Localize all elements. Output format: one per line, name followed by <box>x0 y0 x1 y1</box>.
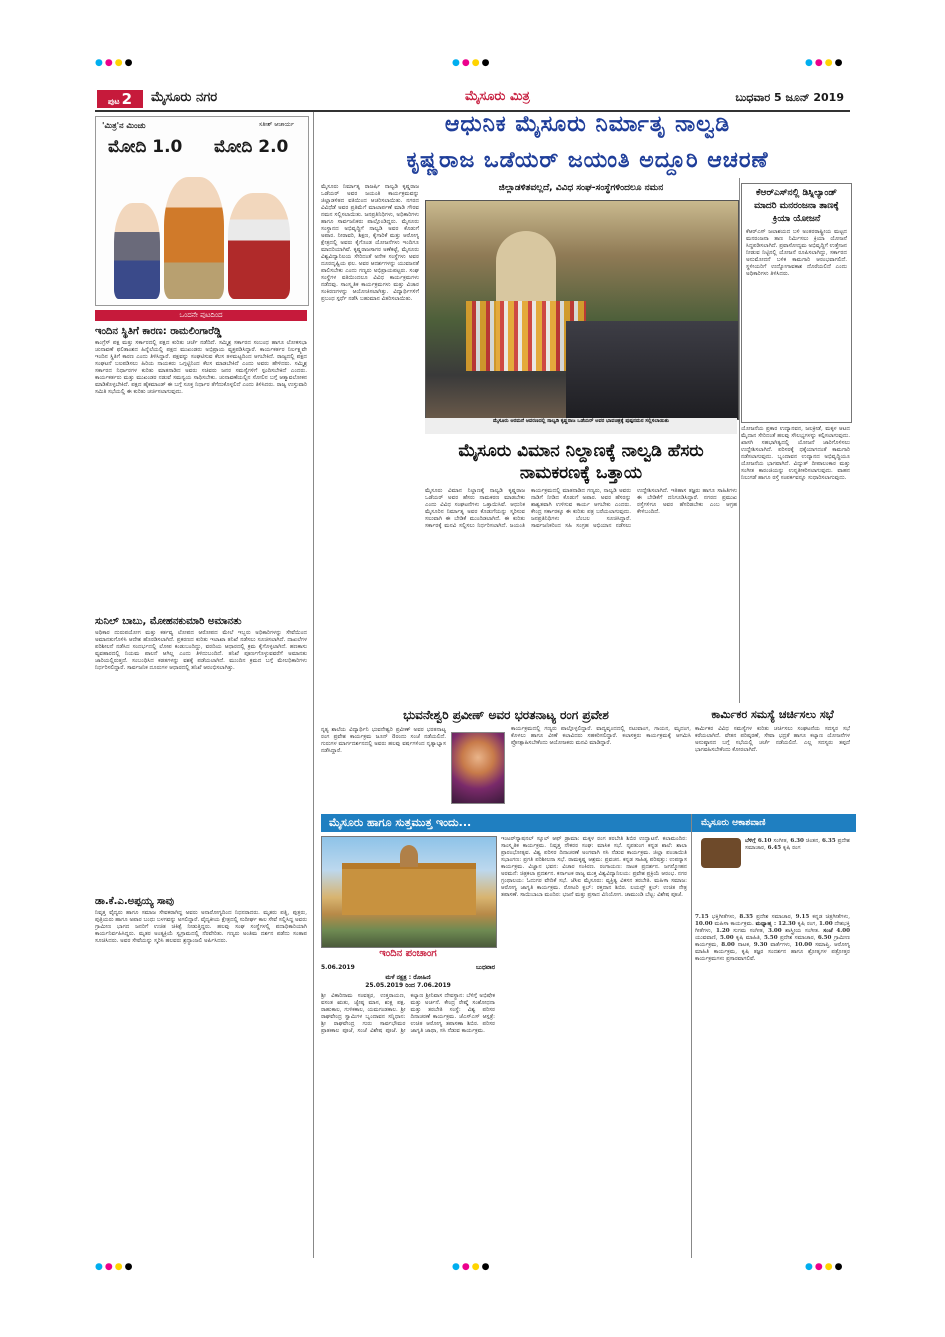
section-title: ಮೈಸೂರು ನಗರ <box>151 90 218 105</box>
panchanga-title: ಇಂದಿನ ಪಂಚಾಂಗ <box>379 948 437 959</box>
side-story-headline: ಕೆಆರ್‌ಎಸ್‌ನಲ್ಲಿ ಡಿಸ್ನಿಲ್ಯಾಂಡ್ ಮಾದರಿ ಮನರಂಜನಾ ತಾಣಕ್ಕೆ ಕ್ರಿಯಾ ಯೋಜನೆ <box>754 188 839 224</box>
registration-dots-top-left: ●●●● <box>95 58 135 68</box>
dance-story-body-1: ನೃತ್ಯ ಶಾಲೆಯ ವಿದ್ಯಾರ್ಥಿನಿ ಭುವನೇಶ್ವರಿ ಪ್ರವೀಣ್ ಅವರ ಭರತನಾಟ್ಯ ರಂಗ ಪ್ರವೇಶ ಕಾರ್ಯಕ್ರಮ ಜೂನ್ 8ರಂದು ಸಂಜೆ ನಡೆಯಲಿದೆ. ಗುರುಗಳ ಮಾರ್ಗದರ್ಶನದಲ್ಲಿ ಅವರು ಹಲವು ವರ್ಷಗಳಿಂದ ನೃತ್ಯಾಭ್ಯಾಸ ನಡೆಸಿದ್ದಾರೆ. <box>321 727 446 754</box>
photo-caption: ಮೈಸೂರು ಅರಮನೆ ಆವರಣದಲ್ಲಿ ನಾಲ್ವಡಿ ಕೃಷ್ಣರಾಜ ಒಡೆಯರ್ ಅವರ ಭಾವಚಿತ್ರಕ್ಕೆ ಪುಷ್ಪನಮನ ಸಲ್ಲಿಸಲಾಯಿತು <box>425 418 737 434</box>
lead-headline-line1: ಆಧುನಿಕ ಮೈಸೂರು ನಿರ್ಮಾತೃ ನಾಲ್ವಡಿ <box>444 112 731 137</box>
column-rule <box>739 178 740 703</box>
cartoon-figure-left <box>114 203 160 299</box>
cartoon-left-label: ಮೋದಿ 1.0 <box>108 137 183 157</box>
panchanga-date: 5.06.2019 <box>321 964 355 971</box>
radio-time: 3.00 <box>768 928 782 934</box>
radio-time: 9.30 <box>753 942 768 948</box>
labour-headline: ಕಾರ್ಮಿಕರ ಸಮಸ್ಯೆ ಚರ್ಚಿಸಲು ಸಭೆ <box>711 708 834 721</box>
side-story-cont <box>741 426 850 696</box>
radio-time: 6.30 <box>790 838 804 844</box>
column-rule <box>691 814 692 1258</box>
airport-story-body: ಮೈಸೂರು ವಿಮಾನ ನಿಲ್ದಾಣಕ್ಕೆ ನಾಲ್ವಡಿ ಕೃಷ್ಣರಾಜ ಒಡೆಯರ್ ಅವರ ಹೆಸರು ನಾಮಕರಣ ಮಾಡಬೇಕು ಎಂದು ವಿವಿಧ ಸಂಘಟನೆಗಳು ಒತ್ತಾಯಿಸಿವೆ. ಆಧುನಿಕ ಮೈಸೂರಿನ ನಿರ್ಮಾತೃ ಅವರ ಕೊಡುಗೆಯನ್ನು ಸ್ಮರಿಸುವ ಸಲುವಾಗಿ ಈ ಬೇಡಿಕೆ ಮುಂದಿಡಲಾಗಿದೆ. ಈ ಕುರಿತು ಸರ್ಕಾರಕ್ಕೆ ಮನವಿ ಸಲ್ಲಿಸಲು ನಿರ್ಧರಿಸಲಾಗಿದೆ. ಜಯಂತಿ ಕಾರ್ಯಕ್ರಮದಲ್ಲಿ ಮಾತನಾಡಿದ ಗಣ್ಯರು, ನಾಲ್ವಡಿ ಅವರು ನಾಡಿಗೆ ನೀಡಿದ ಕೊಡುಗೆ ಅಪಾರ. ಅವರ ಹೆಸರನ್ನು ಶಾಶ್ವತವಾಗಿ ಉಳಿಸುವ ಕಾರ್ಯ ಆಗಬೇಕು ಎಂದರು. ಕೇಂದ್ರ ಸರ್ಕಾರಕ್ಕೂ ಈ ಕುರಿತು ಪತ್ರ ಬರೆಯಲಾಗುವುದು. ಜನಪ್ರತಿನಿಧಿಗಳು ಬೆಂಬಲ ಸೂಚಿಸಿದ್ದಾರೆ. ಸಾರ್ವಜನಿಕರಿಂದ ಸಹಿ ಸಂಗ್ರಹ ಅಭಿಯಾನ ನಡೆಸಲು ಉದ್ದೇಶಿಸಲಾಗಿದೆ. ಇತಿಹಾಸ ತಜ್ಞರು ಹಾಗೂ ಸಾಹಿತಿಗಳು ಈ ಬೇಡಿಕೆಗೆ ದನಿಗೂಡಿಸಿದ್ದಾರೆ. ನಗರದ ಪ್ರಮುಖ ರಸ್ತೆಗಳಿಗೂ ಅವರ ಹೆಸರಿಡಬೇಕು ಎಂಬ ಆಗ್ರಹ ಕೇಳಿಬಂದಿದೆ. <box>425 488 737 529</box>
radio-bar: ಮೈಸೂರು ಆಕಾಶವಾಣಿ <box>695 814 856 832</box>
radio-time: 6.45 <box>767 845 782 851</box>
radio-time: 5.00 <box>720 935 734 941</box>
radio-time: 6.35 <box>822 838 836 844</box>
page-number-badge <box>97 90 143 108</box>
story-body: ನಿವೃತ್ತ ವೈದ್ಯರು ಹಾಗೂ ಸಮಾಜ ಸೇವಕರಾಗಿದ್ದ ಅವರು ಅನಾರೋಗ್ಯದಿಂದ ನಿಧನರಾದರು. ಮೃತರು ಪತ್ನಿ, ಪುತ್ರರು, ಪುತ್ರಿಯರು ಹಾಗೂ ಅಪಾರ ಬಂಧು ಬಳಗವನ್ನು ಅಗಲಿದ್ದಾರೆ. ವೈದ್ಯಕೀಯ ಕ್ಷೇತ್ರದಲ್ಲಿ ಸುದೀರ್ಘ ಕಾಲ ಸೇವೆ ಸಲ್ಲಿಸಿದ್ದ ಅವರು ಗ್ರಾಮೀಣ ಭಾಗದ ಜನರಿಗೆ ಉಚಿತ ಚಿಕಿತ್ಸೆ ನೀಡುತ್ತಿದ್ದರು. ಹಲವು ಸಂಘ ಸಂಸ್ಥೆಗಳಲ್ಲಿ ಪದಾಧಿಕಾರಿಯಾಗಿ ಕಾರ್ಯನಿರ್ವಹಿಸಿದ್ದರು. ಮೃತರ ಅಂತ್ಯಕ್ರಿಯೆ ಸ್ವಗ್ರಾಮದಲ್ಲಿ ನೆರವೇರಿತು. ಗಣ್ಯರು ಅಂತಿಮ ದರ್ಶನ ಪಡೆದು ಸಂತಾಪ ಸೂಚಿಸಿದರು. ಅವರ ಸೇವೆಯನ್ನು ಸ್ಮರಿಸಿ ಹಲವರು ಶ್ರದ್ಧಾಂಜಲಿ ಅರ್ಪಿಸಿದರು. <box>95 910 307 944</box>
panchanga-season: ಮಳೆ ನಕ್ಷತ್ರ : ರೋಹಿಣಿ <box>385 974 431 981</box>
dance-story <box>321 708 691 809</box>
radio-time: 8.00 <box>721 942 735 948</box>
cartoon-credit: ಸತೀಶ್ ಆಚಾರ್ಯ <box>259 121 294 128</box>
panchanga-box <box>321 964 495 1238</box>
panchanga-range: 25.05.2019 ರಿಂದ 7.06.2019 <box>365 982 451 989</box>
panchanga-day: ಬುಧವಾರ <box>476 964 495 971</box>
registration-dots-bottom-left: ●●●● <box>95 1262 135 1272</box>
radio-time: 1.20 <box>715 928 730 934</box>
events-column <box>501 836 687 1256</box>
cartoon-right-label: ಮೋದಿ 2.0 <box>214 137 289 157</box>
radio-time: 5.50 <box>763 935 778 941</box>
column-rule <box>313 112 314 1258</box>
story-headline: ಡಾ.ಕೆ.ಎ.ಅಪ್ಪಯ್ಯ ಸಾವು <box>95 896 174 907</box>
cartoon-title: 'ಮಿತ್ರ'ನ ಮಿಂಚು <box>102 121 146 130</box>
left-column-stories <box>95 326 307 1210</box>
radio-time: 1.00 <box>819 921 833 927</box>
airport-story <box>425 488 737 688</box>
today-bar: ಮೈಸೂರು ಹಾಗೂ ಸುತ್ತಮುತ್ತ ಇಂದು... <box>321 814 695 832</box>
radio-time: ಮಧ್ಯಾಹ್ನ : 12.30 <box>755 921 796 927</box>
lead-story-column <box>321 184 419 704</box>
radio-time: 9.15 <box>795 914 810 920</box>
lead-story-body: ಮೈಸೂರು ನಿರ್ಮಾತೃ ರಾಜರ್ಷಿ ನಾಲ್ವಡಿ ಕೃಷ್ಣರಾಜ ಒಡೆಯರ್ ಅವರ ಜಯಂತಿ ಕಾರ್ಯಕ್ರಮವನ್ನು ಜಿಲ್ಲಾಡಳಿತದ ವತಿಯಿಂದ ಆಚರಿಸಲಾಯಿತು. ನಗರದ ವಿವಿಧೆಡೆ ಅವರ ಪ್ರತಿಮೆಗೆ ಮಾಲಾರ್ಪಣೆ ಮಾಡಿ ಗೌರವ ನಮನ ಸಲ್ಲಿಸಲಾಯಿತು. ಜನಪ್ರತಿನಿಧಿಗಳು, ಅಧಿಕಾರಿಗಳು ಹಾಗೂ ಸಾರ್ವಜನಿಕರು ಪಾಲ್ಗೊಂಡಿದ್ದರು. ಮೈಸೂರು ಸಂಸ್ಥಾನದ ಅಭಿವೃದ್ಧಿಗೆ ನಾಲ್ವಡಿ ಅವರ ಕೊಡುಗೆ ಅಪಾರ. ನೀರಾವರಿ, ಶಿಕ್ಷಣ, ಕೈಗಾರಿಕೆ ಮತ್ತು ಆರೋಗ್ಯ ಕ್ಷೇತ್ರದಲ್ಲಿ ಅವರು ಕೈಗೊಂಡ ಯೋಜನೆಗಳು ಇಂದಿಗೂ ಮಾದರಿಯಾಗಿವೆ. ಕೃಷ್ಣರಾಜಸಾಗರ ಅಣೆಕಟ್ಟೆ, ಮೈಸೂರು ವಿಶ್ವವಿದ್ಯಾನಿಲಯ ಸೇರಿದಂತೆ ಅನೇಕ ಸಂಸ್ಥೆಗಳು ಅವರ ದೂರದೃಷ್ಟಿಯ ಫಲ. ಅವರ ಆದರ್ಶಗಳನ್ನು ಯುವಜನತೆ ಪಾಲಿಸಬೇಕು ಎಂದು ಗಣ್ಯರು ಅಭಿಪ್ರಾಯಪಟ್ಟರು. ಸಂಘ ಸಂಸ್ಥೆಗಳ ವತಿಯಿಂದಲೂ ವಿವಿಧ ಕಾರ್ಯಕ್ರಮಗಳು ನಡೆದವು. ಸಾಂಸ್ಕೃತಿಕ ಕಾರ್ಯಕ್ರಮಗಳು ಮತ್ತು ವಿಚಾರ ಸಂಕಿರಣಗಳನ್ನು ಆಯೋಜಿಸಲಾಗಿತ್ತು. ವಿದ್ಯಾರ್ಥಿಗಳಿಗೆ ಪ್ರಬಂಧ ಸ್ಪರ್ಧೆ ನಡೆಸಿ ಬಹುಮಾನ ವಿತರಿಸಲಾಯಿತು. <box>321 184 419 302</box>
paper-name: ಮೈಸೂರು ಮಿತ್ರ <box>465 89 530 104</box>
radio-time: 6.50 <box>817 935 832 941</box>
registration-dots-bottom-center: ●●●● <box>452 1262 492 1272</box>
dance-headline: ಭುವನೇಶ್ವರಿ ಪ್ರವೀಣ್ ಅವರ ಭರತನಾಟ್ಯ ರಂಗ ಪ್ರವೇಶ <box>403 708 609 722</box>
cartoon-figure-center <box>164 177 224 299</box>
page-number: 2 <box>121 90 133 108</box>
issue-date: ಬುಧವಾರ 5 ಜೂನ್ 2019 <box>735 91 844 104</box>
radio-time: 10.00 <box>695 921 713 927</box>
story-headline: ಇಂದಿನ ಸ್ಥಿತಿಗೆ ಕಾರಣ: ರಾಮಲಿಂಗಾರೆಡ್ಡಿ <box>95 326 222 337</box>
story-body: ಅಧಿಕಾರ ದುರುಪಯೋಗ ಮತ್ತು ಕರ್ತವ್ಯ ಲೋಪದ ಆರೋಪದ ಮೇಲೆ ಇಬ್ಬರು ಅಧಿಕಾರಿಗಳನ್ನು ಸೇವೆಯಿಂದ ಅಮಾನತುಗೊಳಿಸಿ ಆದೇಶ ಹೊರಡಿಸಲಾಗಿದೆ. ಪ್ರಕರಣದ ಕುರಿತು ಇಲಾಖಾ ತನಿಖೆ ನಡೆಸಲು ಸೂಚಿಸಲಾಗಿದೆ. ದಾಖಲೆಗಳ ಪರಿಶೀಲನೆ ನಡೆಸಿದ ಸಂದರ್ಭದಲ್ಲಿ ಲೋಪ ಕಂಡುಬಂದಿದ್ದು, ವರದಿಯ ಆಧಾರದಲ್ಲಿ ಕ್ರಮ ಕೈಗೊಳ್ಳಲಾಗಿದೆ. ಹಣಕಾಸು ವ್ಯವಹಾರದಲ್ಲಿ ನಿಯಮ ಪಾಲನೆ ಆಗಿಲ್ಲ ಎಂದು ತಿಳಿದುಬಂದಿದೆ. ತನಿಖೆ ಪೂರ್ಣಗೊಳ್ಳುವವರೆಗೆ ಅಮಾನತು ಜಾರಿಯಲ್ಲಿರುತ್ತದೆ. ಸಂಬಂಧಿಸಿದ ಕಡತಗಳನ್ನು ವಶಕ್ಕೆ ಪಡೆಯಲಾಗಿದೆ. ಮುಂದಿನ ಕ್ರಮದ ಬಗ್ಗೆ ಮೇಲಧಿಕಾರಿಗಳು ನಿರ್ಧರಿಸಲಿದ್ದಾರೆ. ಸಾರ್ವಜನಿಕ ದೂರುಗಳ ಆಧಾರದಲ್ಲಿ ತನಿಖೆ ಆರಂಭಿಸಲಾಗಿತ್ತು. <box>95 630 307 671</box>
dance-story-body-2: ಕಾರ್ಯಕ್ರಮದಲ್ಲಿ ಗಣ್ಯರು ಪಾಲ್ಗೊಳ್ಳಲಿದ್ದಾರೆ. ವಾದ್ಯವೃಂದದಲ್ಲಿ ನಟುವಾಂಗ, ಗಾಯನ, ಮೃದಂಗ, ಕೊಳಲು ಹಾಗೂ ವೀಣೆ ಕಲಾವಿದರು ಸಹಕರಿಸಲಿದ್ದಾರೆ. ಕಲಾಸಕ್ತರು ಕಾರ್ಯಕ್ರಮಕ್ಕೆ ಆಗಮಿಸಿ ಪ್ರೋತ್ಸಾಹಿಸಬೇಕೆಂದು ಆಯೋಜಕರು ಮನವಿ ಮಾಡಿದ್ದಾರೆ. <box>511 726 691 746</box>
lead-headline-line2: ಕೃಷ್ಣರಾಜ ಒಡೆಯರ್ ಜಯಂತಿ ಅದ್ದೂರಿ ಆಚರಣೆ <box>406 148 769 173</box>
registration-dots-bottom-right: ●●●● <box>805 1262 845 1272</box>
palace-dome <box>400 845 418 867</box>
airport-headline: ಮೈಸೂರು ವಿಮಾನ ನಿಲ್ದಾಣಕ್ಕೆ ನಾಲ್ವಡಿ ಹೆಸರು ನಾಮಕರಣಕ್ಕೆ ಒತ್ತಾಯ <box>458 441 704 483</box>
panchanga-date-row <box>321 964 495 972</box>
radio-time: ಸಂಜೆ 4.00 <box>823 928 850 934</box>
masthead <box>95 88 850 112</box>
radio-icon <box>701 838 741 868</box>
radio-time: 8.35 <box>739 914 753 920</box>
radio-schedule-body: 7.15 ಭಕ್ತಿಗೀತೆಗಳು, 8.35 ಪ್ರದೇಶ ಸಮಾಚಾರ, 9.15 ಕನ್ನಡ ಚಿತ್ರಗೀತೆಗಳು, 10.00 ಮಹಿಳಾ ಕಾರ್ಯಕ್ರಮ. ಮಧ್ಯಾಹ್ನ : 12.30 ಕೃಷಿ ರಂಗ, 1.00 ದೇಶಭಕ್ತಿ ಗೀತೆಗಳು, 1.20 ಸುಗಮ ಸಂಗೀತ, 3.00 ಶಾಸ್ತ್ರೀಯ ಸಂಗೀತ. ಸಂಜೆ 4.00 ಯುವವಾಣಿ, 5.00 ಕೃಷಿ ಮಾಹಿತಿ, 5.50 ಪ್ರದೇಶ ಸಮಾಚಾರ, 6.50 ಗ್ರಾಮೀಣ ಕಾರ್ಯಕ್ರಮ, 8.00 ನಾಟಕ, 9.30 ವಾರ್ತೆಗಳು, 10.00 ಸಮಾಪ್ತಿ. ಆರೋಗ್ಯ ಮಾಹಿತಿ ಕಾರ್ಯಕ್ರಮ, ಕೃಷಿ ತಜ್ಞರ ಸಂದರ್ಶನ ಹಾಗೂ ಶ್ರೋತೃಗಳ ಪತ್ರೋತ್ತರ ಕಾರ್ಯಕ್ರಮಗಳು ಪ್ರಸಾರವಾಗಲಿವೆ. <box>695 914 850 962</box>
radio-time: 10.00 <box>794 942 813 948</box>
story-body: ಕಾಂಗ್ರೆಸ್ ಪಕ್ಷ ಮತ್ತು ಸರ್ಕಾರದಲ್ಲಿ ಪಕ್ಷದ ಕುರಿತು ಚರ್ಚೆ ನಡೆದಿದೆ. ಸಮ್ಮಿಶ್ರ ಸರ್ಕಾರದ ಸಂಬಂಧ ಹಾಗೂ ಲೋಕಸಭಾ ಚುನಾವಣೆ ಫಲಿತಾಂಶದ ಹಿನ್ನೆಲೆಯಲ್ಲಿ ಪಕ್ಷದ ಮುಖಂಡರು ಅಭಿಪ್ರಾಯ ವ್ಯಕ್ತಪಡಿಸಿದ್ದಾರೆ. ಕಾರ್ಯಕರ್ತರ ನಿರ್ಲಕ್ಷ್ಯವೇ ಇಂದಿನ ಸ್ಥಿತಿಗೆ ಕಾರಣ ಎಂದು ತಿಳಿಸಿದ್ದಾರೆ. ಪಕ್ಷವನ್ನು ಸಂಘಟಿಸುವ ಕೆಲಸ ತಳಮಟ್ಟದಿಂದ ಆಗಬೇಕಿದೆ. ರಾಜ್ಯದಲ್ಲಿ ಪಕ್ಷದ ಸಂಘಟನೆ ಬಲಪಡಿಸಲು ಹಿರಿಯ ನಾಯಕರು ಒಗ್ಗಟ್ಟಿನಿಂದ ಕೆಲಸ ಮಾಡಬೇಕಿದೆ ಎಂದು ಅವರು ಹೇಳಿದರು. ಸಮ್ಮಿಶ್ರ ಸರ್ಕಾರದ ನಿರ್ಧಾರಗಳ ಕುರಿತು ಮಾತನಾಡಿದ ಅವರು ಸಚಿವರು ಜನರ ಸಮಸ್ಯೆಗಳಿಗೆ ಸ್ಪಂದಿಸಬೇಕಿದೆ ಎಂದರು. ಕಾರ್ಯಕರ್ತರು ಮತ್ತು ಮುಖಂಡರ ನಡುವೆ ಸಮನ್ವಯ ಸಾಧಿಸಬೇಕು. ಚುನಾವಣೆಯಲ್ಲಿನ ಸೋಲಿನ ಬಗ್ಗೆ ಆತ್ಮಾವಲೋಕನ ಮಾಡಿಕೊಳ್ಳಬೇಕಿದೆ. ಪಕ್ಷದ ಹೈಕಮಾಂಡ್ ಈ ಬಗ್ಗೆ ಸೂಕ್ತ ನಿರ್ಧಾರ ತೆಗೆದುಕೊಳ್ಳಲಿದೆ ಎಂದು ತಿಳಿಸಿದರು. ರಾಜ್ಯ ಉಸ್ತುವಾರಿ ಸಮಿತಿ ಸಭೆಯಲ್ಲಿ ಈ ಕುರಿತು ಚರ್ಚಿಸಲಾಗುವುದು. <box>95 340 307 395</box>
radio-schedule-top: ಬೆಳಿಗ್ಗೆ 6.10 ಸಂಗೀತ, 6.30 ಚಿಂತನ, 6.35 ಪ್ರದೇಶ ಸಮಾಚಾರ, 6.45 ಕೃಷಿ ರಂಗ <box>745 838 850 851</box>
side-story-box <box>741 183 852 423</box>
photo-tagline: ಜಿಲ್ಲಾಡಳಿತವಲ್ಲದೆ, ವಿವಿಧ ಸಂಘ-ಸಂಸ್ಥೆಗಳಿಂದಲೂ ನಮನ <box>498 183 664 193</box>
labour-story <box>695 708 850 808</box>
crowd <box>566 321 738 419</box>
lead-photo <box>425 200 739 420</box>
dancer-photo <box>451 732 505 804</box>
radio-time: ಬೆಳಿಗ್ಗೆ 6.10 <box>745 838 772 844</box>
cartoon-box <box>95 116 309 306</box>
page-label: ಪುಟ <box>107 97 120 106</box>
labour-story-body: ಕಾರ್ಮಿಕರ ವಿವಿಧ ಸಮಸ್ಯೆಗಳ ಕುರಿತು ಚರ್ಚಿಸಲು ಸಂಘಟನೆಯ ಸದಸ್ಯರ ಸಭೆ ಕರೆಯಲಾಗಿದೆ. ವೇತನ ಪರಿಷ್ಕರಣೆ, ಸೇವಾ ಭದ್ರತೆ ಹಾಗೂ ಕಲ್ಯಾಣ ಯೋಜನೆಗಳ ಅನುಷ್ಠಾನದ ಬಗ್ಗೆ ಸಭೆಯಲ್ಲಿ ಚರ್ಚೆ ನಡೆಯಲಿದೆ. ಎಲ್ಲ ಸದಸ್ಯರು ತಪ್ಪದೆ ಭಾಗವಹಿಸಬೇಕೆಂದು ಕೋರಲಾಗಿದೆ. <box>695 726 850 753</box>
events-list: ಶ್ರೀ ವಿಕಾರಿನಾಮ ಸಂವತ್ಸರ, ಉತ್ತರಾಯಣ, ವಸಂತ ಋತು, ಜ್ಯೇಷ್ಠ ಮಾಸ, ಶುಕ್ಲ ಪಕ್ಷ. ರಾಹುಕಾಲ, ಗುಳಿಕಕಾಲ, ಯಮಗಂಡಕಾಲ. ಶ್ರೀ ರಾಘವೇಂದ್ರ ಸ್ವಾಮಿಗಳ ಬೃಂದಾವನ ಸನ್ನಿಧಾನ: ಶ್ರೀ ರಾಘವೇಂದ್ರ ಗುರು ಸಾರ್ವಭೌಮರ ಪ್ರಾತಃಕಾಲ ಪೂಜೆ, ಸಂಜೆ ವಿಶೇಷ ಪೂಜೆ. ಶ್ರೀ ಕಲ್ಯಾಣ ಶ್ರೀನಿವಾಸ ದೇವಸ್ಥಾನ: ಬೆಳಿಗ್ಗೆ ಅಭಿಷೇಕ ಮತ್ತು ಅರ್ಚನೆ. ಕೇಂದ್ರ ರೇಷ್ಮೆ ಸಂಶೋಧನಾ ಮತ್ತು ತರಬೇತಿ ಸಂಸ್ಥೆ: ವಿಶ್ವ ಪರಿಸರ ದಿನಾಚರಣೆ ಕಾರ್ಯಕ್ರಮ. ಜೆಎಸ್‌ಎಸ್ ಆಸ್ಪತ್ರೆ: ಉಚಿತ ಆರೋಗ್ಯ ತಪಾಸಣಾ ಶಿಬಿರ. ಪರಿಸರ ಜಾಗೃತಿ ಜಾಥಾ, ಸಸಿ ನೆಡುವ ಕಾರ್ಯಕ್ರಮ. <box>321 993 495 1034</box>
radio-schedule <box>745 838 850 910</box>
continued-bar: ಒಂದನೇ ಪುಟದಿಂದ <box>95 310 307 321</box>
registration-dots-top-right: ●●●● <box>805 58 845 68</box>
events-list-2: ಇಂಟರ್‌ನ್ಯಾಷನಲ್ ಸ್ಕೂಲ್ ಆಫ್ ಡ್ರಾಮಾ: ಮಕ್ಕಳ ರಂಗ ತರಬೇತಿ ಶಿಬಿರ ಉದ್ಘಾಟನೆ. ಕಲಾಮಂದಿರ: ಸಾಂಸ್ಕೃತಿಕ ಕಾರ್ಯಕ್ರಮ. ನಿವೃತ್ತ ನೌಕರರ ಸಂಘ: ಮಾಸಿಕ ಸಭೆ. ನೃಪತುಂಗ ಕನ್ನಡ ಶಾಲೆ: ಶಾಲಾ ಪ್ರಾರಂಭೋತ್ಸವ. ವಿಶ್ವ ಪರಿಸರ ದಿನಾಚರಣೆ ಅಂಗವಾಗಿ ಸಸಿ ನೆಡುವ ಕಾರ್ಯಕ್ರಮ. ಜಿಲ್ಲಾ ಪಂಚಾಯಿತಿ ಸಭಾಂಗಣ: ಪ್ರಗತಿ ಪರಿಶೀಲನಾ ಸಭೆ. ರಾಮಕೃಷ್ಣ ಆಶ್ರಮ: ಪ್ರವಚನ. ಕನ್ನಡ ಸಾಹಿತ್ಯ ಪರಿಷತ್ತು: ಉಪನ್ಯಾಸ ಕಾರ್ಯಕ್ರಮ. ವಿಜ್ಞಾನ ಭವನ: ವಿಚಾರ ಸಂಕಿರಣ. ರಂಗಾಯಣ: ನಾಟಕ ಪ್ರದರ್ಶನ. ಜಗನ್ಮೋಹನ ಅರಮನೆ: ಚಿತ್ರಕಲಾ ಪ್ರದರ್ಶನ. ಕರ್ನಾಟಕ ರಾಜ್ಯ ಮುಕ್ತ ವಿಶ್ವವಿದ್ಯಾನಿಲಯ: ಪ್ರವೇಶ ಪ್ರಕ್ರಿಯೆ ಆರಂಭ. ನಗರ ಗ್ರಂಥಾಲಯ: ಓದುಗರ ವೇದಿಕೆ ಸಭೆ. ಜೆಸಿಐ ಮೈಸೂರು: ವ್ಯಕ್ತಿತ್ವ ವಿಕಸನ ತರಬೇತಿ. ಮಹಿಳಾ ಸಮಾಜ: ಆರೋಗ್ಯ ಜಾಗೃತಿ ಕಾರ್ಯಕ್ರಮ. ರೋಟರಿ ಕ್ಲಬ್: ರಕ್ತದಾನ ಶಿಬಿರ. ಲಯನ್ಸ್ ಕ್ಲಬ್: ಉಚಿತ ನೇತ್ರ ತಪಾಸಣೆ. ಸಾಯಿಬಾಬಾ ಮಂದಿರ: ಭಜನೆ ಮತ್ತು ಪ್ರಸಾದ ವಿನಿಯೋಗ. ಚಾಮುಂಡಿ ಬೆಟ್ಟ: ವಿಶೇಷ ಪೂಜೆ. <box>501 836 687 898</box>
side-story-body: ಕೆಆರ್‌ಎಸ್ ಜಲಾಶಯದ ಬಳಿ ಅಂತರರಾಷ್ಟ್ರೀಯ ಮಟ್ಟದ ಮನರಂಜನಾ ತಾಣ ನಿರ್ಮಿಸಲು ಕ್ರಿಯಾ ಯೋಜನೆ ಸಿದ್ಧಪಡಿಸಲಾಗಿದೆ. ಪ್ರವಾಸೋದ್ಯಮ ಅಭಿವೃದ್ಧಿಗೆ ಉತ್ತೇಜನ ನೀಡುವ ನಿಟ್ಟಿನಲ್ಲಿ ಯೋಜನೆ ರೂಪಿಸಲಾಗಿದ್ದು, ಸರ್ಕಾರದ ಅನುಮೋದನೆ ಬಳಿಕ ಕಾಮಗಾರಿ ಆರಂಭವಾಗಲಿದೆ. ಸ್ಥಳೀಯರಿಗೆ ಉದ್ಯೋಗಾವಕಾಶ ದೊರೆಯಲಿದೆ ಎಂದು ಅಧಿಕಾರಿಗಳು ತಿಳಿಸಿದರು. <box>746 229 847 277</box>
story-headline: ಸುನಿಲ್ ಬಾಬು, ಮೋಹನಕುಮಾರಿ ಅಮಾನತು <box>95 616 242 627</box>
radio-time: 7.15 <box>695 914 709 920</box>
palace-photo <box>321 836 497 948</box>
registration-dots-top-center: ●●●● <box>452 58 492 68</box>
side-story-body-cont: ಯೋಜನೆಯ ಪ್ರಕಾರ ಉದ್ಯಾನವನ, ಜಲಕ್ರೀಡೆ, ಮಕ್ಕಳ ಆಟದ ಮೈದಾನ ಸೇರಿದಂತೆ ಹಲವು ಸೌಲಭ್ಯಗಳನ್ನು ಕಲ್ಪಿಸಲಾಗುವುದು. ಖಾಸಗಿ ಸಹಭಾಗಿತ್ವದಲ್ಲಿ ಯೋಜನೆ ಜಾರಿಗೊಳಿಸಲು ಉದ್ದೇಶಿಸಲಾಗಿದೆ. ಪರಿಸರಕ್ಕೆ ಧಕ್ಕೆಯಾಗದಂತೆ ಕಾಮಗಾರಿ ನಡೆಸಲಾಗುವುದು. ಬೃಂದಾವನ ಉದ್ಯಾನದ ಅಭಿವೃದ್ಧಿಯೂ ಯೋಜನೆಯ ಭಾಗವಾಗಿದೆ. ವಿದ್ಯುತ್ ದೀಪಾಲಂಕಾರ ಮತ್ತು ಸಂಗೀತ ಕಾರಂಜಿಯನ್ನು ಉನ್ನತೀಕರಿಸಲಾಗುವುದು. ವಾಹನ ನಿಲುಗಡೆ ಹಾಗೂ ರಸ್ತೆ ಸಂಪರ್ಕವನ್ನೂ ಸುಧಾರಿಸಲಾಗುವುದು. <box>741 426 850 481</box>
newspaper-page <box>95 88 850 1258</box>
cartoon-figure-right <box>228 193 290 299</box>
radio-schedule-cont <box>695 914 850 1254</box>
palace-facade <box>342 863 476 915</box>
